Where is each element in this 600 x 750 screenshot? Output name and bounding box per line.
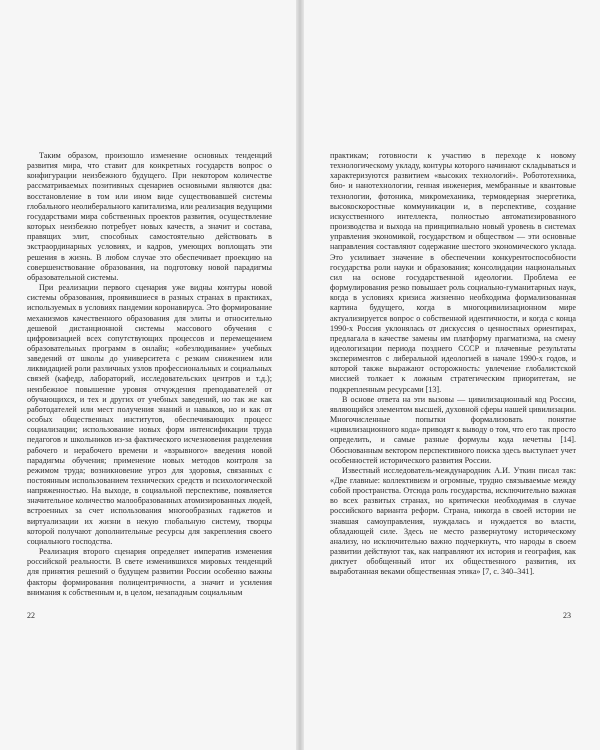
paragraph: Известный исследователь-международник А.И. Уткин писал так: «Две главные: коллективизм и огромные, трудно связываемые между собой пространства. Отсюда роль государства, исключительно важная во всех развитых странах, но критически необходимая в случае российского варианта реформ. Страна, никогда в своей истории не знавшая самоуправления, нуждалась и нуждается во власти, обладающей силе. Здесь не место развернутому историческому анализу, но исключительно важно подчеркнуть, что народы в своем развитии действуют так, как направляют их история и география, как диктует обобщенный итог их общественного развития, их выработанная веками общественная этика» [7, с. 340–341]. <box>330 465 576 577</box>
page-number: 23 <box>563 611 571 620</box>
left-page-text <box>27 151 272 598</box>
right-page-text <box>330 151 576 578</box>
paragraph: При реализации первого сценария уже видны контуры новой системы образования, проявившиеся в разных странах в практиках, используемых в условиях пандемии коронавируса. Это формирование механизмов качественного образования для элиты и относительно дешевой дистанционной системы массового обучения с цифровизацией всех сопутствующих процессов и перемещением образовательных программ в онлайн; «обезлюдивание» учебных заведений от школы до университета с резким снижением или ликвидацией роли различных узлов профессиональных и социальных связей (кафедр, лабораторий, исследовательских центров и т.д.); неизбежное повышение уровня отчуждения преподавателей от обучающихся, и тех и других от учебных заведений, но так же как работодателей или мест получения знаний и навыков, но и как от особых общественных институтов, обеспечивающих процесс социализации; использование новых форм интенсификации труда педагогов и школьников из-за фактического исчезновения разделения рабочего и нерабочего времени и «взрывного» введения новой парадигмы обучения; применение новых методов контроля за режимом труда; возникновение угроз для здоровья, связанных с постоянным использованием технических средств и психологической напряженностью. На выходе, в социальной перспективе, появляется значительное количество малообразованных атомизированных людей, встроенных за счет использования многообразных гаджетов и виртуализации их жизни в некую глобальную систему, творцы которой получают дополнительные ресурсы для закрепления своего социального господства. <box>27 283 272 546</box>
page-number: 22 <box>27 611 35 620</box>
paragraph: Реализация второго сценария определяет императив изменения российской реальности. В свете изменившихся мировых тенденций для принятия решений о будущем развитии России особенно важны факторы формирования полицентричности, а значит и усиления внимания к собственным и, в целом, незападным социальным <box>27 547 272 597</box>
paragraph: Таким образом, произошло изменение основных тенденций развития мира, что ставит для конкретных государств вопрос о конфигурации неизбежного будущего. При некотором количестве рассматриваемых позитивных сценариев основными являются два: восстановление в том или ином виде существовавшей системы глобального неолиберального капитализма, или реализация ведущими государствами мира собственных проектов развития, осуществление которых неизбежно потребует новых качеств, а значит и состава, правящих элит, способных самостоятельно действовать в экстраординарных условиях, и кадров, умеющих воплощать эти решения в жизнь. В любом случае это обеспечивает проекцию на совершенствование образования, на подготовку новой парадигмы образовательной системы. <box>27 151 272 282</box>
book-gutter <box>296 0 304 750</box>
right-page <box>301 0 600 750</box>
paragraph: В основе ответа на эти вызовы — цивилизационный код России, являющийся элементом высшей, духовной сферы нашей цивилизации. Многочисленные попытки формализовать понятие «цивилизационного кода» приводят к выводу о том, что его так просто определить, и самые разные формулы кода нечетны [14]. Обоснованным вектором перспективного поиска здесь выступает учет особенностей исторического развития России. <box>330 394 576 465</box>
paragraph: практикам; готовности к участию в переходе к новому технологическому укладу, контуры которого начинают складываться и характеризуются развитием «высоких технологий». Робототехника, био- и нанотехнологии, генная инженерия, мембранные и квантовые технологии, фотоника, микромеханика, термоядерная энергетика, высокоскоростные коммуникации и, в перспективе, создание искусственного интеллекта, полностью автоматизированного производства и выхода на принципиально новый уровень в системах управления экономикой, государством и обществом — эти основные направления составляют содержание шестого экономического уклада. Это усиливает значение в обеспечении конкурентоспособности государства роли науки и образования; консолидации национальных сил на основе государственной идеологии. Проблема ее формулирования резко повышает роль социально-гуманитарных наук, когда в условиях кризиса жизненно необходима формализованная картина будущего, когда в многоцивилизационном мире актуализируется вопрос о собственной идентичности, и когда с конца 1990-х Россия уклонялась от дискуссия о ценностных ориентирах, предлагала в качестве замены им платформу прагматизма, на смену идеологизации периода позднего СССР и плачевные результаты экспериментов с либеральной идеологией в начале 1990-х годов, и которой также выражают осторожность: увлечение глобалистской миссией толкает к ложным стратегическим приоритетам, не подкрепленным ресурсами [13]. <box>330 151 576 394</box>
left-page <box>0 0 299 750</box>
